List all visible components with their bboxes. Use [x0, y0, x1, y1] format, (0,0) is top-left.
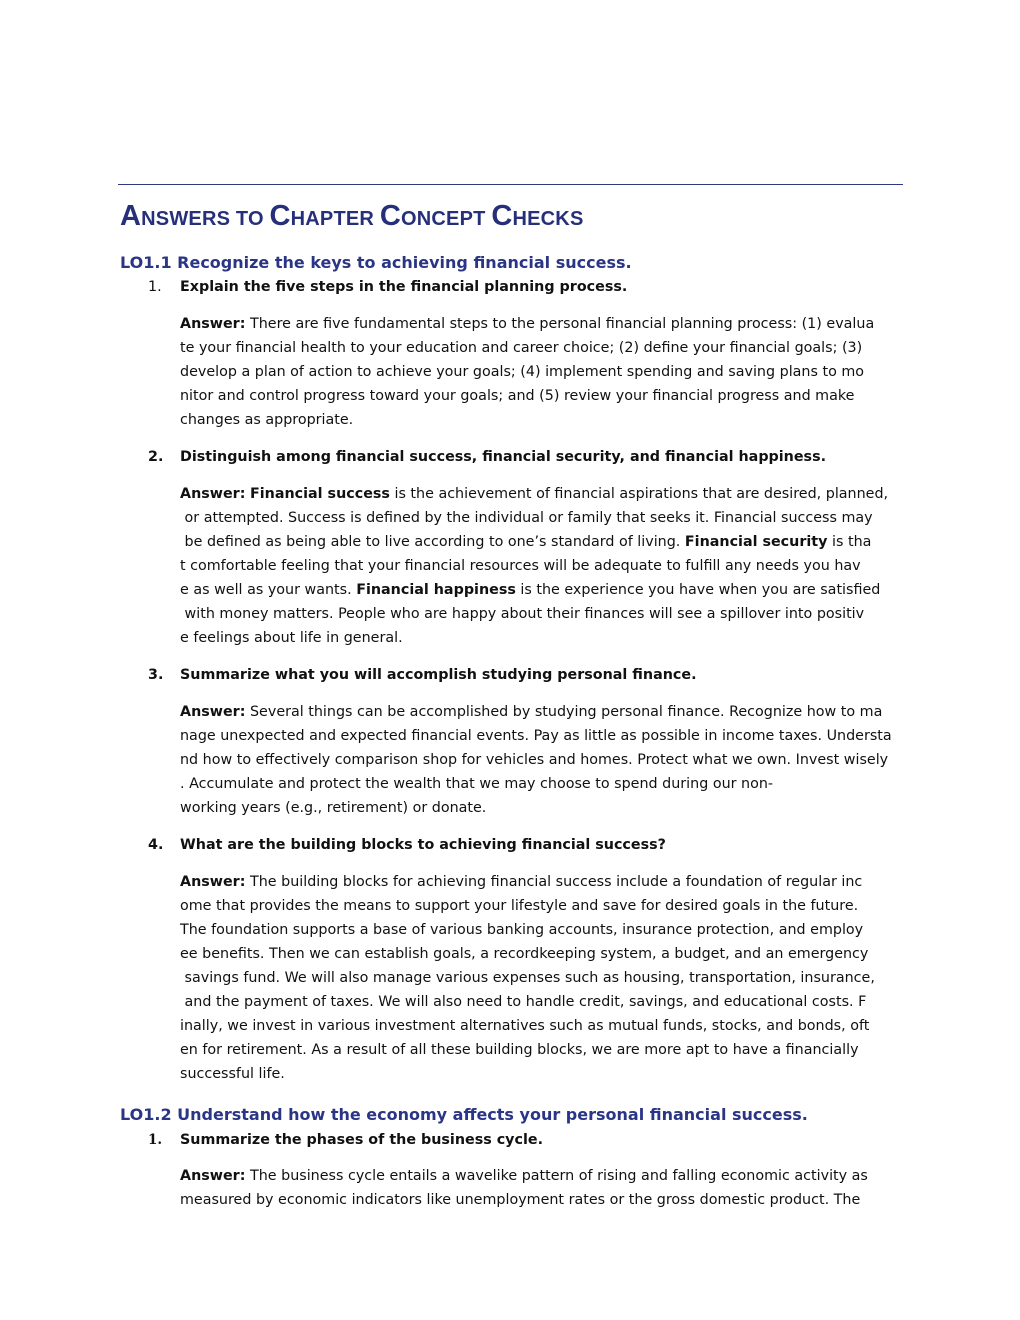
answer-line: ome that provides the means to support your lifestyle and save for desired goals in the future. — [180, 898, 859, 914]
answer-line: e feelings about life in general. — [180, 630, 403, 646]
question — [148, 1129, 543, 1151]
question-text: Summarize the phases of the business cycle. — [180, 1132, 543, 1148]
answer-line: nd how to effectively comparison shop for vehicles and homes. Protect what we own. Invest wisely — [180, 752, 889, 768]
question-text: Distinguish among financial success, financial security, and financial happiness. — [180, 449, 827, 465]
answer-line: Several things can be accomplished by studying personal finance. Recognize how to ma — [249, 704, 883, 720]
answer-line: nitor and control progress toward your goals; and (5) review your financial progress and make — [180, 388, 855, 404]
answer-line: savings fund. We will also manage various expenses such as housing, transportation, insurance, — [180, 970, 875, 986]
answer-label: Answer: — [180, 316, 246, 332]
answer-line: is tha — [827, 534, 872, 550]
answer-label: Answer: — [180, 704, 246, 720]
question-number: 1. — [148, 1132, 163, 1148]
answer-label: Answer: — [180, 874, 246, 890]
question — [148, 276, 627, 298]
header-rule — [118, 184, 903, 185]
answer-line: be defined as being able to live according to one’s standard of living. — [180, 534, 685, 550]
answer-paragraph — [180, 482, 920, 650]
question-number: 3. — [148, 667, 164, 683]
term-financial-security: Financial security — [684, 534, 828, 550]
answer-line: inally, we invest in various investment alternatives such as mutual funds, stocks, and bonds, oft — [180, 1018, 870, 1034]
question-text: Summarize what you will accomplish studying personal finance. — [180, 667, 697, 683]
answer-line: There are five fundamental steps to the personal financial planning process: (1) evalua — [249, 316, 875, 332]
page-title: ANSWERS TO CHAPTER CONCEPT CHECKS — [120, 200, 584, 232]
answer-line: ee benefits. Then we can establish goals, a recordkeeping system, a budget, and an emergency — [180, 946, 869, 962]
answer-label: Answer: — [180, 486, 246, 502]
answer-paragraph — [180, 700, 920, 820]
answer-line: . Accumulate and protect the wealth that we may choose to spend during our non- — [180, 776, 774, 792]
question-number: 1. — [148, 279, 162, 295]
answer-paragraph — [180, 870, 920, 1086]
answer-line: changes as appropriate. — [180, 412, 354, 428]
answer-line: te your financial health to your education and career choice; (2) define your financial goals; (3) — [180, 340, 863, 356]
answer-paragraph — [180, 1164, 920, 1212]
answer-line: is the experience you have when you are satisfied — [515, 582, 881, 598]
answer-line: successful life. — [180, 1066, 285, 1082]
section-heading: LO1.2 Understand how the economy affects your personal financial success. — [120, 1105, 808, 1124]
answer-line: t comfortable feeling that your financial resources will be adequate to fulfill any needs you hav — [180, 558, 861, 574]
answer-line: nage unexpected and expected financial events. Pay as little as possible in income taxes. Understa — [180, 728, 892, 744]
answer-line: develop a plan of action to achieve your goals; (4) implement spending and saving plans to mo — [180, 364, 865, 380]
question-number: 2. — [148, 449, 164, 465]
answer-line: e as well as your wants. — [180, 582, 357, 598]
answer-line: measured by economic indicators like unemployment rates or the gross domestic product. The — [180, 1192, 861, 1208]
question-text: What are the building blocks to achieving financial success? — [180, 837, 666, 853]
question — [148, 834, 666, 856]
answer-line: The business cycle entails a wavelike pattern of rising and falling economic activity as — [249, 1168, 868, 1184]
question-number: 4. — [148, 837, 164, 853]
answer-line: The foundation supports a base of various banking accounts, insurance protection, and employ — [180, 922, 864, 938]
answer-line: en for retirement. As a result of all these building blocks, we are more apt to have a financially — [180, 1042, 859, 1058]
answer-line: The building blocks for achieving financial success include a foundation of regular inc — [249, 874, 863, 890]
answer-line: and the payment of taxes. We will also need to handle credit, savings, and educational costs. F — [180, 994, 867, 1010]
answer-paragraph — [180, 312, 920, 432]
term-financial-success: Financial success — [249, 486, 390, 502]
section-heading: LO1.1 Recognize the keys to achieving financial success. — [120, 253, 632, 272]
question — [148, 664, 697, 686]
answer-label: Answer: — [180, 1168, 246, 1184]
question — [148, 446, 826, 468]
question-text: Explain the five steps in the financial planning process. — [180, 279, 628, 295]
term-financial-happiness: Financial happiness — [356, 582, 516, 598]
answer-line: with money matters. People who are happy about their finances will see a spillover into positiv — [180, 606, 865, 622]
answer-line: working years (e.g., retirement) or donate. — [180, 800, 487, 816]
answer-line: is the achievement of financial aspirations that are desired, planned, — [389, 486, 889, 502]
answer-line: or attempted. Success is defined by the individual or family that seeks it. Financial success may — [180, 510, 873, 526]
